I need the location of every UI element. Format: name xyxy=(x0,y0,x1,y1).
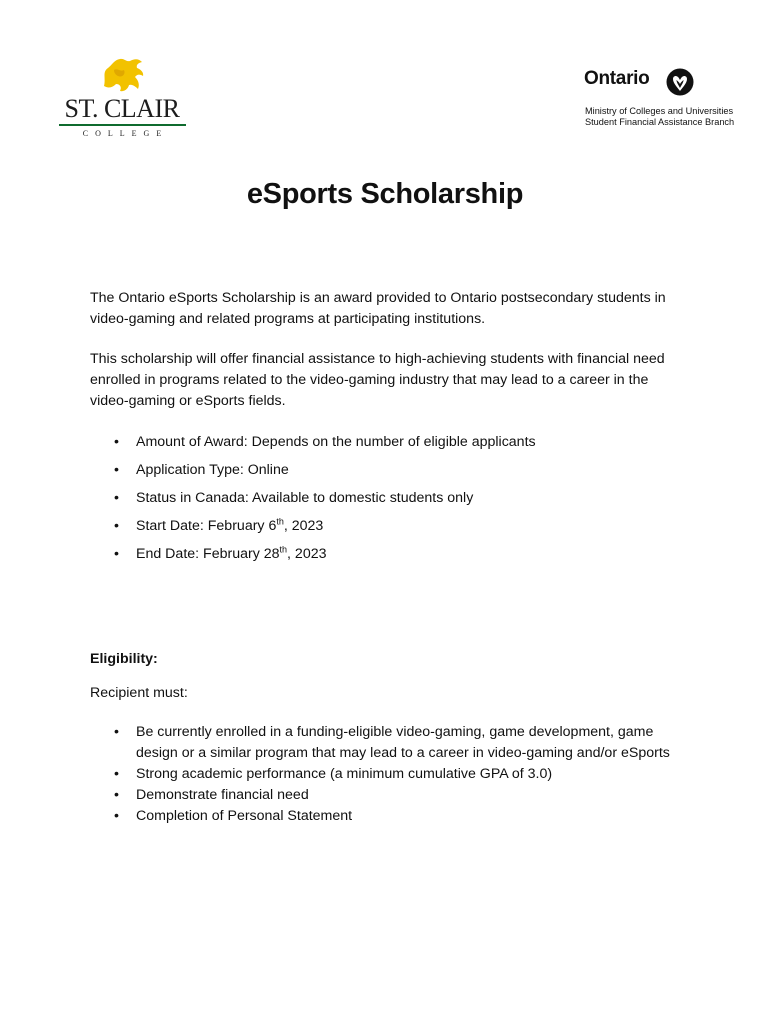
eligibility-intro: Recipient must: xyxy=(90,685,188,701)
bullet-glyph: • xyxy=(114,766,119,782)
ministry-name: Ministry of Colleges and Universities xyxy=(585,106,734,116)
detail-text: End Date: February 28 xyxy=(136,546,280,562)
bullet-glyph: • xyxy=(114,490,119,506)
branch-name: Student Financial Assistance Branch xyxy=(585,117,735,127)
college-name: ST. CLAIR xyxy=(64,94,180,123)
bullet-glyph: • xyxy=(114,462,119,478)
eligibility-item xyxy=(90,764,690,785)
ordinal-suffix: th xyxy=(279,544,288,555)
detail-start-date xyxy=(90,516,690,544)
eligibility-text: Demonstrate financial need xyxy=(136,787,309,803)
award-details-list xyxy=(90,432,690,572)
college-subtitle: COLLEGE xyxy=(82,129,169,138)
detail-text: Application Type: Online xyxy=(136,462,289,478)
bullet-glyph: • xyxy=(114,808,119,824)
ontario-wordmark: Ontario xyxy=(584,68,650,89)
logo-divider xyxy=(59,124,186,126)
detail-amount xyxy=(90,432,690,460)
eligibility-text: Completion of Personal Statement xyxy=(136,808,353,824)
eligibility-list xyxy=(90,722,690,827)
detail-end-date xyxy=(90,544,690,572)
griffin-icon xyxy=(96,56,148,96)
trillium-icon xyxy=(666,68,694,96)
ontario-logo xyxy=(583,68,743,132)
detail-application-type xyxy=(90,460,690,488)
eligibility-heading: Eligibility: xyxy=(90,651,158,667)
eligibility-text: Be currently enrolled in a funding-eligible video-gaming, game development, game design or a similar program that may lead to a career in video-gaming and/or eSports xyxy=(136,724,670,761)
description-paragraph: This scholarship will offer financial assistance to high-achieving students with financial need enrolled in programs related to the video-gaming industry that may lead to a career in the video-gaming or eSports fields. xyxy=(90,351,665,409)
eligibility-item xyxy=(90,785,690,806)
detail-text: Status in Canada: Available to domestic students only xyxy=(136,490,474,506)
detail-text: Start Date: February 6 xyxy=(136,518,277,534)
intro-paragraph: The Ontario eSports Scholarship is an award provided to Ontario postsecondary students in video-gaming and related programs at participating institutions. xyxy=(90,290,666,327)
eligibility-item xyxy=(90,722,690,764)
bullet-glyph: • xyxy=(114,787,119,803)
ordinal-suffix: th xyxy=(276,516,284,527)
detail-text: Amount of Award: Depends on the number of eligible applicants xyxy=(136,434,536,450)
bullet-glyph: • xyxy=(114,546,119,562)
eligibility-item xyxy=(90,806,690,827)
bullet-glyph: • xyxy=(114,434,119,450)
document-title: eSports Scholarship xyxy=(246,178,524,210)
eligibility-text: Strong academic performance (a minimum cumulative GPA of 3.0) xyxy=(136,766,553,782)
st-clair-college-logo xyxy=(56,56,188,140)
detail-text-year: , 2023 xyxy=(287,546,327,562)
bullet-glyph: • xyxy=(114,518,119,534)
detail-status xyxy=(90,488,690,516)
bullet-glyph: • xyxy=(114,724,119,740)
detail-text-year: , 2023 xyxy=(283,518,324,534)
